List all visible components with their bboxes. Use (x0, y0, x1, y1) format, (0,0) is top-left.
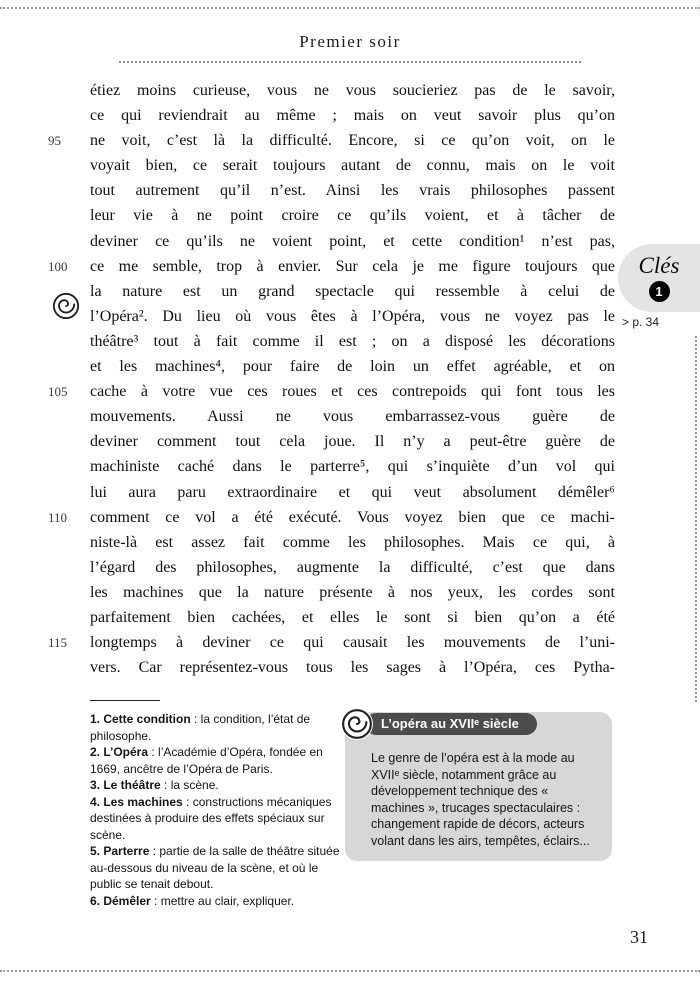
text-line (0, 358, 615, 383)
text-lines (0, 82, 615, 684)
footnote-rule (90, 700, 160, 701)
line-text: cache à votre vue ces roues et ces contrepoids qui font tous les (90, 383, 615, 401)
opera-sidebox (345, 712, 612, 861)
page-title: Premier soir (299, 32, 401, 51)
line-text: et les machines⁴, pour faire de loin un effet agréable, et on (90, 358, 615, 376)
footnote-item: 1. Cette condition : la condition, l’état de philosophe. (90, 712, 311, 743)
sidebox-banner (341, 708, 537, 740)
cles-margin-tab (618, 244, 700, 312)
footnotes (90, 711, 342, 909)
line-text: parfaitement bien cachées, et elles le sont si bien qu’on a été (90, 608, 615, 626)
line-text: niste-là est assez fait comme les philosophes. Mais ce qui, à (90, 533, 615, 551)
line-text: ce qui reviendrait au même ; mais on veut savoir plus qu’on (90, 107, 615, 125)
line-number: 95 (48, 133, 61, 149)
footnote-item: 3. Le théâtre : la scène. (90, 778, 219, 792)
line-text: la nature est un grand spectacle qui ressemble à celui de (90, 282, 615, 300)
text-line (0, 559, 615, 584)
text-line (0, 157, 615, 182)
text-line (0, 233, 615, 258)
page-number: 31 (630, 927, 648, 947)
line-text: leur vie à ne point croire ce qu’ils voient, et à tâcher de (90, 207, 615, 225)
text-line (0, 534, 615, 559)
line-text: ce me semble, trop à envier. Sur cela je me figure toujours que (90, 257, 615, 275)
footnote-item: 6. Démêler : mettre au clair, expliquer. (90, 893, 295, 908)
bottom-dotted-border (0, 970, 700, 972)
cles-page-ref: > p. 34 (622, 315, 660, 329)
line-text: l’égard des philosophes, augmente la difficulté, c’est que dans (90, 558, 615, 576)
text-line (0, 82, 615, 107)
cles-label: Clés (638, 253, 680, 278)
text-line (0, 458, 615, 483)
line-text: l’Opéra². Du lieu où vous êtes à l’Opéra, vous ne voyez pas le (90, 307, 615, 325)
line-text: ne voit, c’est là la difficulté. Encore, si ce qu’on voit, on le (90, 132, 615, 150)
line-number: 115 (48, 635, 68, 651)
text-line (0, 258, 615, 283)
line-text: longtemps à deviner ce qui causait les mouvements de l’uni- (90, 634, 615, 652)
text-line (0, 383, 615, 408)
line-text: voyait bien, ce serait toujours autant de connu, mais on le voit (90, 157, 615, 175)
text-line (0, 283, 615, 308)
line-number: 100 (48, 258, 68, 274)
text-line (0, 107, 615, 132)
line-text: comment ce vol a été exécuté. Vous voyez bien que ce machi- (90, 508, 615, 526)
text-line (0, 584, 615, 609)
line-text: tout autrement qu’il n’est. Ainsi les vrais philosophes passent (90, 182, 615, 200)
sidebox-body: Le genre de l’opéra est à la mode au XVIIᵉ siècle, notamment grâce au développement technique des « machines », trucages spectaculaires : changement rapide de décors, acteurs volant dans les airs, tempêtes, éclairs... (371, 751, 590, 848)
text-line (0, 484, 615, 509)
line-text: machiniste caché dans le parterre⁵, qui s’inquiète d’un vol qui (90, 458, 615, 476)
footnote-item: 5. Parterre : partie de la salle de théâtre située au-dessous du niveau de la scène, et où le public se tenait debout. (90, 844, 340, 891)
text-line (0, 182, 615, 207)
footnote-item: 2. L’Opéra : l’Académie d’Opéra, fondée en 1669, ancêtre de l’Opéra de Paris. (90, 745, 323, 776)
line-text: étiez moins curieuse, vous ne vous soucieriez pas de le savoir, (90, 82, 615, 99)
text-line (0, 333, 615, 358)
text-line (0, 433, 615, 458)
sidebox-title: L’opéra au XVIIᵉ siècle (365, 713, 537, 735)
text-line (0, 308, 615, 333)
line-text: vers. Car représentez-vous tous les sages à l’Opéra, ces Pytha- (90, 659, 615, 677)
main-text (0, 82, 615, 684)
top-dotted-border (0, 7, 700, 9)
text-line (0, 132, 615, 157)
text-line (0, 659, 615, 684)
text-line (0, 207, 615, 232)
text-line (0, 509, 615, 534)
header-rule (119, 61, 581, 63)
text-line (0, 609, 615, 634)
spiral-audio-icon (341, 708, 373, 740)
line-text: mouvements. Aussi ne vous embarrassez-vous guère de (90, 408, 615, 426)
line-text: les machines que la nature présente à nos yeux, les cordes sont (90, 583, 615, 601)
line-text: deviner comment tout cela joue. Il n’y a peut-être guère de (90, 433, 615, 451)
text-line (0, 408, 615, 433)
line-number: 105 (48, 384, 68, 400)
line-text: théâtre³ tout à fait comme il est ; on a disposé les décorations (90, 332, 615, 350)
text-line (0, 634, 615, 659)
spiral-audio-icon (52, 292, 80, 320)
footnote-item: 4. Les machines : constructions mécaniques destinées à produire des effets spéciaux sur scène. (90, 794, 332, 842)
line-text: lui aura paru extraordinaire et qui veut absolument démêler⁶ (90, 483, 615, 501)
right-dotted-border (695, 336, 697, 702)
line-text: deviner ce qu’ils ne voient point, et cette condition¹ n’est pas, (90, 232, 615, 250)
line-number: 110 (48, 509, 68, 525)
cles-number-badge: 1 (649, 281, 670, 302)
